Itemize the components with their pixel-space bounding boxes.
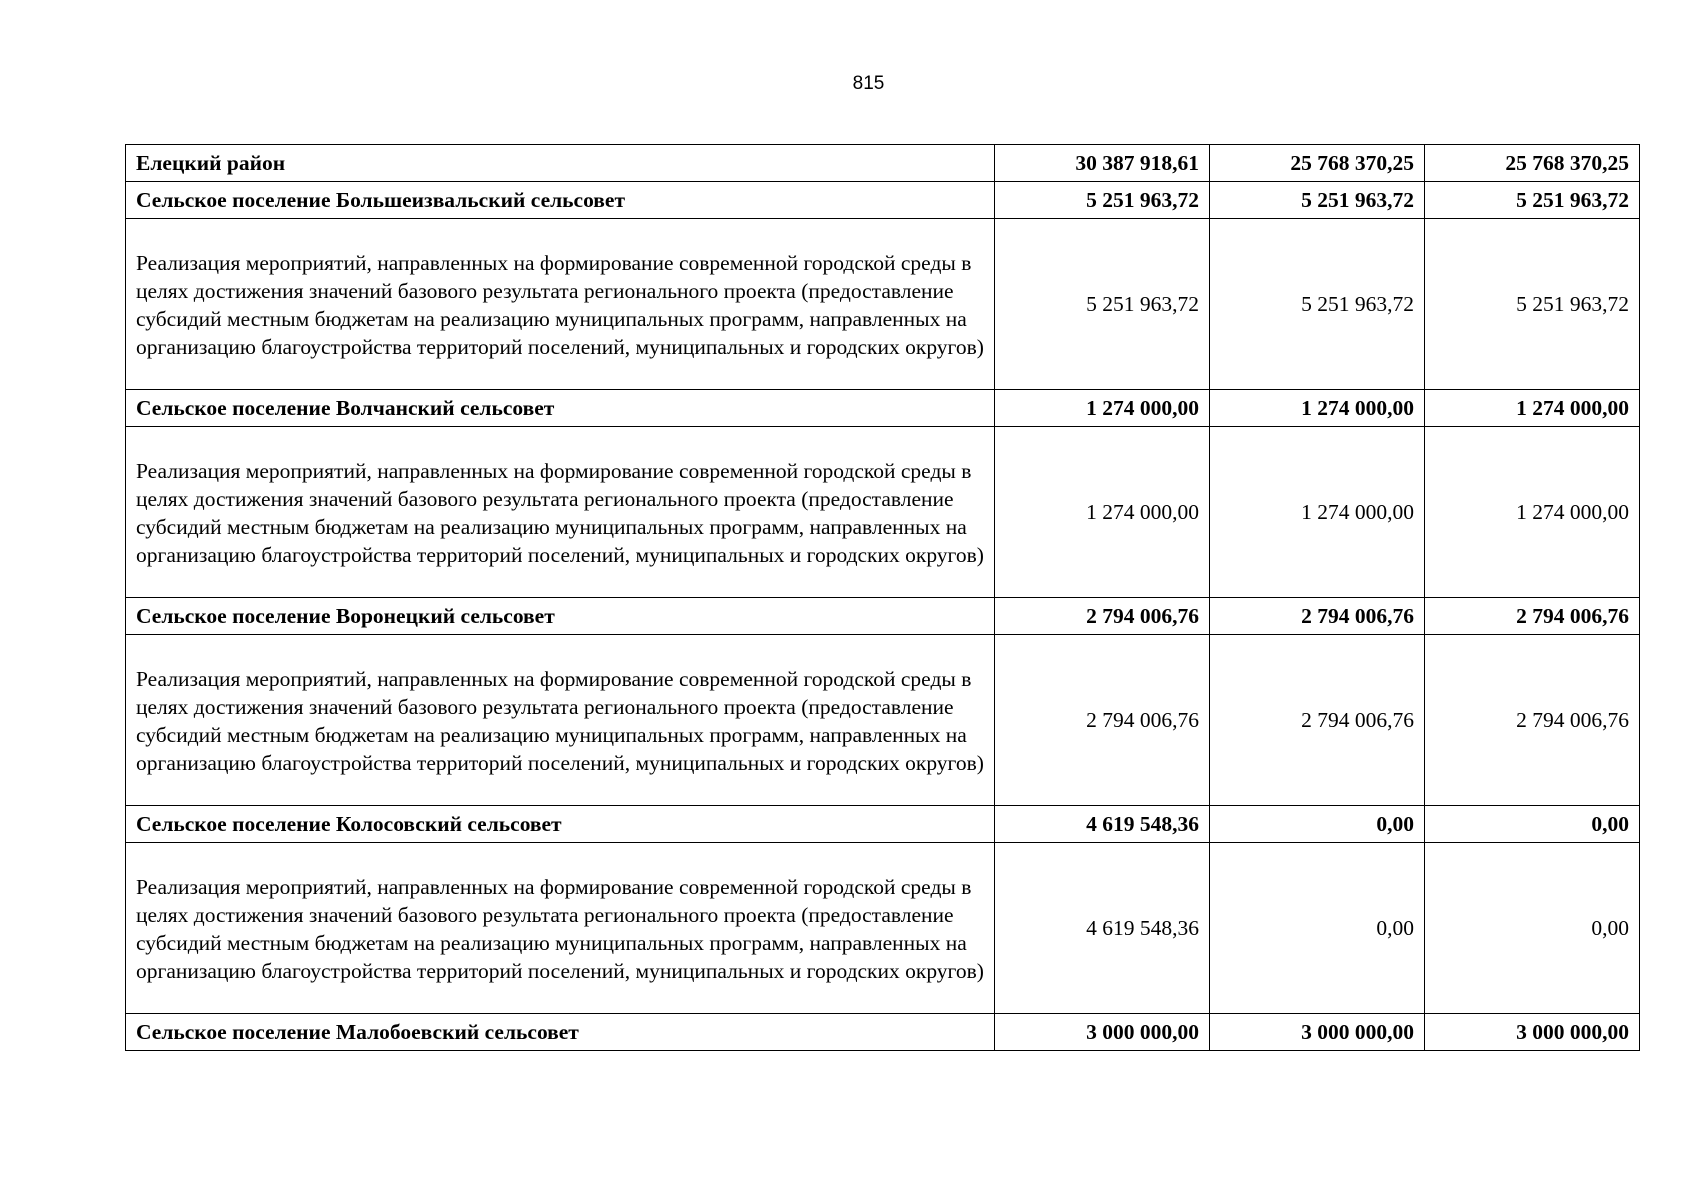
row-value-1: 4 619 548,36 xyxy=(995,806,1210,843)
row-name: Реализация мероприятий, направленных на формирование современной городской среды в целях достижения значений базового результата регионального проекта (предоставление субсидий местным бюджетам на реализацию муниципальных программ, направленных на организацию благоустройства территорий поселений, муниципальных и городских округов) xyxy=(126,843,995,1014)
row-value-3: 0,00 xyxy=(1425,806,1640,843)
table-row-district xyxy=(126,145,1640,182)
table-row-settlement xyxy=(126,182,1640,219)
row-name: Сельское поселение Малобоевский сельсовет xyxy=(126,1014,995,1051)
row-value-3: 25 768 370,25 xyxy=(1425,145,1640,182)
row-value-2: 3 000 000,00 xyxy=(1210,1014,1425,1051)
row-value-1: 30 387 918,61 xyxy=(995,145,1210,182)
row-name: Реализация мероприятий, направленных на формирование современной городской среды в целях достижения значений базового результата регионального проекта (предоставление субсидий местным бюджетам на реализацию муниципальных программ, направленных на организацию благоустройства территорий поселений, муниципальных и городских округов) xyxy=(126,635,995,806)
row-value-3: 0,00 xyxy=(1425,843,1640,1014)
table-row-measure xyxy=(126,635,1640,806)
row-value-2: 1 274 000,00 xyxy=(1210,427,1425,598)
row-value-3: 2 794 006,76 xyxy=(1425,598,1640,635)
row-value-1: 4 619 548,36 xyxy=(995,843,1210,1014)
row-value-1: 2 794 006,76 xyxy=(995,598,1210,635)
page-number: 815 xyxy=(852,73,885,94)
row-value-3: 5 251 963,72 xyxy=(1425,219,1640,390)
table-row-settlement xyxy=(126,1014,1640,1051)
row-name: Сельское поселение Воронецкий сельсовет xyxy=(126,598,995,635)
row-value-1: 5 251 963,72 xyxy=(995,219,1210,390)
row-value-3: 1 274 000,00 xyxy=(1425,427,1640,598)
row-value-1: 5 251 963,72 xyxy=(995,182,1210,219)
row-name: Сельское поселение Колосовский сельсовет xyxy=(126,806,995,843)
row-value-3: 3 000 000,00 xyxy=(1425,1014,1640,1051)
row-name: Сельское поселение Волчанский сельсовет xyxy=(126,390,995,427)
row-value-2: 2 794 006,76 xyxy=(1210,635,1425,806)
table-row-measure xyxy=(126,427,1640,598)
budget-table xyxy=(125,144,1640,1051)
row-name: Сельское поселение Большеизвальский сельсовет xyxy=(126,182,995,219)
row-value-1: 3 000 000,00 xyxy=(995,1014,1210,1051)
row-value-1: 1 274 000,00 xyxy=(995,390,1210,427)
table-row-settlement xyxy=(126,390,1640,427)
table-row-settlement xyxy=(126,598,1640,635)
row-value-2: 5 251 963,72 xyxy=(1210,219,1425,390)
table-row-measure xyxy=(126,843,1640,1014)
row-value-2: 0,00 xyxy=(1210,806,1425,843)
row-value-1: 1 274 000,00 xyxy=(995,427,1210,598)
row-value-2: 1 274 000,00 xyxy=(1210,390,1425,427)
row-value-3: 5 251 963,72 xyxy=(1425,182,1640,219)
row-value-3: 1 274 000,00 xyxy=(1425,390,1640,427)
row-value-2: 5 251 963,72 xyxy=(1210,182,1425,219)
table-row-settlement xyxy=(126,806,1640,843)
row-value-3: 2 794 006,76 xyxy=(1425,635,1640,806)
row-name: Реализация мероприятий, направленных на формирование современной городской среды в целях достижения значений базового результата регионального проекта (предоставление субсидий местным бюджетам на реализацию муниципальных программ, направленных на организацию благоустройства территорий поселений, муниципальных и городских округов) xyxy=(126,427,995,598)
row-value-2: 0,00 xyxy=(1210,843,1425,1014)
row-value-1: 2 794 006,76 xyxy=(995,635,1210,806)
row-value-2: 25 768 370,25 xyxy=(1210,145,1425,182)
row-value-2: 2 794 006,76 xyxy=(1210,598,1425,635)
row-name: Реализация мероприятий, направленных на формирование современной городской среды в целях достижения значений базового результата регионального проекта (предоставление субсидий местным бюджетам на реализацию муниципальных программ, направленных на организацию благоустройства территорий поселений, муниципальных и городских округов) xyxy=(126,219,995,390)
table-row-measure xyxy=(126,219,1640,390)
row-name: Елецкий район xyxy=(126,145,995,182)
